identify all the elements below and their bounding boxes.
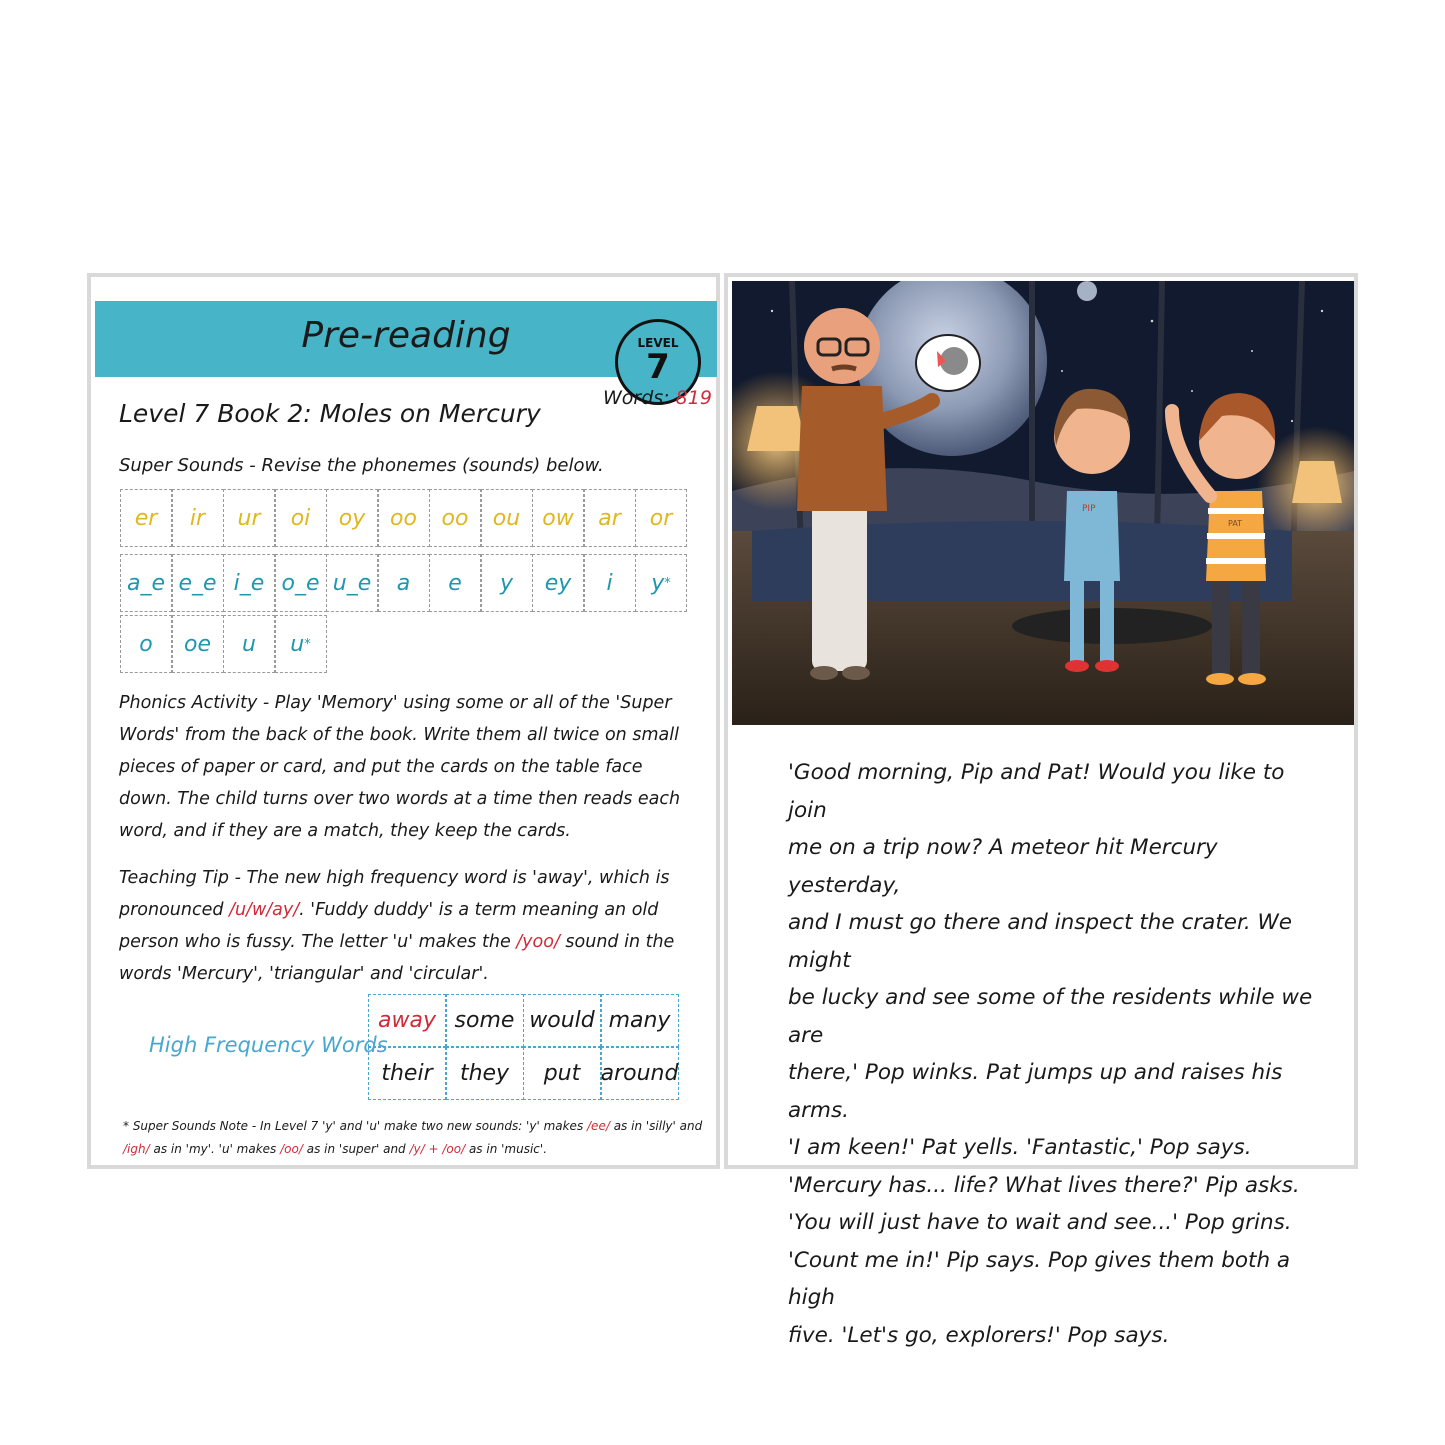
sound-text: u — [290, 631, 305, 657]
sound-cell — [481, 554, 533, 612]
sound-cell — [275, 489, 327, 547]
pre-reading-page — [87, 273, 720, 1169]
sound-cell — [223, 554, 275, 612]
sound-cell — [120, 489, 172, 547]
story-page — [724, 273, 1358, 1348]
sound-text: or — [649, 505, 673, 531]
sound-cell — [223, 489, 275, 547]
small-moon — [1077, 281, 1097, 301]
sound-cell — [532, 489, 584, 547]
tip-text-3: sound in the words 'Mercury', 'triangular' and 'circular'. — [119, 932, 675, 984]
sound-cell — [635, 554, 687, 612]
note-phoneme-igh: /igh/ — [123, 1142, 150, 1156]
sound-text: i_e — [233, 570, 265, 596]
hfw-word: many — [601, 994, 679, 1047]
note-phoneme-ee: /ee/ — [587, 1119, 610, 1133]
sound-text: u_e — [332, 570, 372, 596]
sound-cell — [120, 554, 172, 612]
sound-cell — [584, 554, 636, 612]
story-text: 'Good morning, Pip and Pat! Would you like to join me on a trip now? A meteor hit Mercury yesterday, and I must go there and inspect the crater. We might be lucky and see some of the residents while we are there,' Pop winks. Pat jumps up and raises his arms. 'I am keen!' Pat yells. 'Fantastic,' Pop says. 'Mercury has... life? What lives there?' Pip asks. 'You will just have to wait and see...' Pop grins. 'Count me in!' Pip says. Pop gives them both a high five. 'Let's go, explorers!' Pop says. — [788, 760, 1313, 1348]
level-label: LEVEL — [637, 336, 679, 350]
sound-cell — [275, 615, 327, 673]
note-text-2: as in 'silly' and — [609, 1119, 703, 1133]
sound-text: e — [448, 570, 462, 596]
sound-text: y — [651, 570, 665, 596]
sound-text: ar — [598, 505, 621, 531]
sound-cell — [584, 489, 636, 547]
sound-text: ir — [189, 505, 206, 531]
hfw-word: away — [368, 994, 446, 1047]
teaching-tip — [119, 862, 699, 990]
sound-text: u — [242, 631, 256, 657]
note-phoneme-oo: /oo/ — [280, 1142, 303, 1156]
sound-text: y — [499, 570, 514, 596]
sound-cell — [481, 489, 533, 547]
sound-cell — [429, 489, 481, 547]
tip-text-1: Teaching Tip - The new high frequency word is 'away', which is pronounced — [119, 868, 670, 920]
sound-text: oo — [441, 505, 469, 531]
banner-title: Pre-reading — [301, 315, 511, 356]
phonics-activity: Phonics Activity - Play 'Memory' using some or all of the 'Super Words' from the back of the book. Write them all twice on small pieces of paper or card, and put the cards on the table face down. The child turns over two words at a time then reads each word, and if they are a match, they keep the cards. — [119, 693, 681, 841]
sound-cell — [326, 554, 378, 612]
sound-cell — [172, 489, 224, 547]
level-number: 7 — [646, 347, 670, 387]
hfw-word: around — [601, 1047, 679, 1100]
sound-cell — [532, 554, 584, 612]
sound-cell — [120, 615, 172, 673]
speech-bubble — [916, 335, 980, 391]
sound-text: e_e — [178, 570, 217, 596]
sound-text: oy — [338, 505, 366, 531]
sound-text: ey — [544, 570, 572, 596]
sound-cell — [172, 615, 224, 673]
sound-cell — [223, 615, 275, 673]
sound-text: i — [606, 570, 613, 596]
sound-text: a_e — [126, 570, 166, 596]
story-illustration — [732, 281, 1354, 725]
hfw-word: they — [446, 1047, 524, 1100]
left-lamp — [747, 406, 807, 451]
sound-text: oo — [390, 505, 417, 531]
sound-text: ow — [542, 505, 574, 531]
note-phoneme-y-oo: /y/ + /oo/ — [409, 1142, 466, 1156]
tip-phoneme-away: /u/w/ay/ — [229, 900, 300, 920]
words-label: Words: — [603, 387, 670, 409]
sound-text: o — [139, 631, 153, 657]
sound-text: o_e — [281, 570, 320, 596]
note-text-1: * Super Sounds Note - In Level 7 'y' and 'u' make two new sounds: 'y' makes — [123, 1119, 588, 1133]
sound-cell — [378, 489, 430, 547]
words-number: 819 — [675, 387, 712, 409]
hfw-word: would — [523, 994, 601, 1047]
book-title: Level 7 Book 2: Moles on Mercury — [119, 399, 541, 428]
sound-text: oe — [184, 631, 211, 657]
super-sounds-intro: Super Sounds - Revise the phonemes (sounds) below. — [119, 455, 604, 476]
hfw-word: their — [368, 1047, 446, 1100]
note-text-5: as in 'music'. — [465, 1142, 548, 1156]
high-frequency-words-label: High Frequency Words — [149, 1033, 388, 1057]
right-lamp — [1292, 461, 1342, 503]
sound-cell — [378, 554, 430, 612]
tip-phoneme-yoo: /yoo/ — [516, 932, 560, 952]
sound-cell — [429, 554, 481, 612]
header-banner — [95, 301, 717, 387]
sound-text: oi — [290, 505, 311, 531]
tip-text-2: . 'Fuddy duddy' is a term meaning an old person who is fussy. The letter 'u' makes the — [119, 900, 659, 952]
super-sounds-note — [123, 1115, 703, 1161]
sound-cell — [275, 554, 327, 612]
note-text-4: as in 'super' and — [302, 1142, 410, 1156]
sound-cell — [635, 489, 687, 547]
sound-star: * — [664, 575, 671, 591]
pip-name-tag: PIP — [1082, 504, 1096, 514]
sound-text: a — [396, 570, 411, 596]
space-room-scene — [732, 281, 1354, 725]
sound-cell — [326, 489, 378, 547]
sound-cell — [172, 554, 224, 612]
hfw-word: some — [446, 994, 524, 1047]
pat-shirt-tag: PAT — [1228, 519, 1243, 528]
sound-text: ou — [492, 505, 521, 531]
sound-text: ur — [237, 505, 261, 531]
hfw-word: put — [523, 1047, 601, 1100]
note-text-3: as in 'my'. 'u' makes — [149, 1142, 281, 1156]
word-count — [603, 387, 712, 409]
sound-text: er — [134, 505, 158, 531]
sound-star: * — [304, 636, 311, 652]
